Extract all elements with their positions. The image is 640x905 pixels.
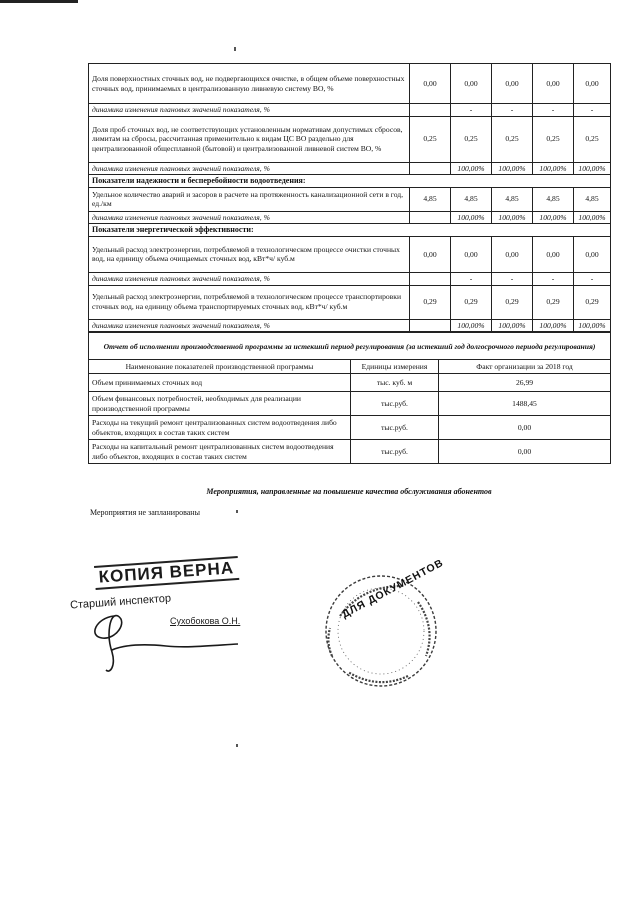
- report-item-fact: 1488,45: [439, 392, 611, 416]
- dynamics-cell: 100,00%: [451, 211, 492, 224]
- dynamics-row: [89, 272, 611, 285]
- dynamics-cell: 100,00%: [451, 319, 492, 332]
- table-row: [89, 236, 611, 272]
- value-cell: 0,25: [574, 116, 611, 162]
- report-item-name: Объем финансовых потребностей, необходимых для реализации производственной программы: [89, 392, 351, 416]
- indicator-label: Доля поверхностных сточных вод, не подвергающихся очистке, в общем объеме поверхностных сточных вод, принимаемых в централизованную ливневую систему ВО, %: [89, 64, 410, 104]
- report-item-unit: тыс. куб. м: [351, 374, 439, 392]
- value-cell: 0,00: [492, 64, 533, 104]
- dynamics-label: динамика изменения плановых значений показателя, %: [89, 162, 410, 175]
- value-cell: 0,25: [410, 116, 451, 162]
- dynamics-cell: -: [451, 272, 492, 285]
- dynamics-cell: 100,00%: [492, 162, 533, 175]
- report-item-fact: 0,00: [439, 440, 611, 464]
- report-item-unit: тыс.руб.: [351, 392, 439, 416]
- dynamics-label: динамика изменения плановых значений показателя, %: [89, 319, 410, 332]
- scan-mark: [234, 47, 236, 51]
- dynamics-cell: [410, 211, 451, 224]
- scan-mark: [236, 744, 238, 747]
- value-cell: 0,00: [492, 236, 533, 272]
- dynamics-cell: -: [451, 104, 492, 117]
- dynamics-row: [89, 104, 611, 117]
- report-table: [88, 332, 611, 464]
- report-item-unit: тыс.руб.: [351, 440, 439, 464]
- value-cell: 0,00: [574, 236, 611, 272]
- value-cell: 4,85: [492, 187, 533, 211]
- value-cell: 0,00: [410, 236, 451, 272]
- value-cell: 0,25: [492, 116, 533, 162]
- dynamics-cell: -: [574, 272, 611, 285]
- dynamics-cell: -: [533, 104, 574, 117]
- top-edge-line: [0, 0, 78, 3]
- column-header-fact: Факт организации за 2018 год: [439, 360, 611, 374]
- table-row: [89, 64, 611, 104]
- section-row: [89, 175, 611, 188]
- dynamics-row: [89, 211, 611, 224]
- value-cell: 0,25: [533, 116, 574, 162]
- value-cell: 0,25: [451, 116, 492, 162]
- dynamics-cell: 100,00%: [492, 211, 533, 224]
- dynamics-cell: 100,00%: [451, 162, 492, 175]
- value-cell: 0,00: [451, 64, 492, 104]
- report-item-fact: 26,99: [439, 374, 611, 392]
- inspector-title: Старший инспектор: [69, 592, 172, 612]
- dynamics-row: [89, 162, 611, 175]
- report-title: Отчет об исполнении производственной программы за истекший период регулирования (за истекший год долгосрочного периода регулирования): [89, 333, 611, 360]
- copy-verified-text: КОПИЯ ВЕРНА: [94, 556, 239, 590]
- section-heading: Показатели энергетической эффективности:: [89, 224, 611, 237]
- dynamics-cell: -: [492, 272, 533, 285]
- dynamics-cell: -: [574, 104, 611, 117]
- value-cell: 4,85: [533, 187, 574, 211]
- dynamics-cell: -: [533, 272, 574, 285]
- report-title-row: [89, 333, 611, 360]
- copy-verified-stamp: [66, 558, 246, 678]
- dynamics-cell: [410, 104, 451, 117]
- indicator-label: Удельный расход электроэнергии, потребляемой в технологическом процессе очистки сточных вод, на единицу объема очищаемых сточных вод, кВт*ч/ куб.м: [89, 236, 410, 272]
- report-item-fact: 0,00: [439, 416, 611, 440]
- section-row: [89, 224, 611, 237]
- dynamics-cell: [410, 272, 451, 285]
- dynamics-cell: [410, 319, 451, 332]
- value-cell: 0,00: [533, 64, 574, 104]
- value-cell: 0,29: [533, 285, 574, 319]
- dynamics-row: [89, 319, 611, 332]
- dynamics-cell: 100,00%: [533, 211, 574, 224]
- dynamics-label: динамика изменения плановых значений показателя, %: [89, 272, 410, 285]
- value-cell: 0,29: [410, 285, 451, 319]
- indicator-label: Доля проб сточных вод, не соответствующих установленным нормативам допустимых сбросов, лимитам на сбросы, рассчитанная применительно к видам ЦС ВО раздельно для централизованной общесплавной (бытовой) и централизованной ливневой систем ВО, %: [89, 116, 410, 162]
- column-header-name: Наименование показателей производственной программы: [89, 360, 351, 374]
- dynamics-cell: 100,00%: [574, 162, 611, 175]
- value-cell: 0,00: [574, 64, 611, 104]
- value-cell: 4,85: [451, 187, 492, 211]
- table-row: [89, 187, 611, 211]
- table-row: [89, 374, 611, 392]
- measures-text: Мероприятия не запланированы: [90, 508, 200, 517]
- table-row: [89, 392, 611, 416]
- scan-mark: [236, 510, 238, 513]
- value-cell: 0,29: [574, 285, 611, 319]
- dynamics-cell: 100,00%: [574, 319, 611, 332]
- indicator-label: Удельное количество аварий и засоров в расчете на протяженность канализационной сети в год, ед./км: [89, 187, 410, 211]
- table-row: [89, 285, 611, 319]
- measures-heading: Мероприятия, направленные на повышение качества обслуживания абонентов: [206, 487, 492, 496]
- report-item-name: Расходы на капитальный ремонт централизованных систем водоотведения либо объектов, входящих в состав таких систем: [89, 440, 351, 464]
- dynamics-cell: 100,00%: [533, 162, 574, 175]
- indicators-table: [88, 63, 611, 332]
- column-header-unit: Единицы измерения: [351, 360, 439, 374]
- value-cell: 0,00: [533, 236, 574, 272]
- report-item-name: Расходы на текущий ремонт централизованных систем водоотведения либо объектов, входящих в состав таких систем: [89, 416, 351, 440]
- table-row: [89, 116, 611, 162]
- report-item-unit: тыс.руб.: [351, 416, 439, 440]
- value-cell: 4,85: [410, 187, 451, 211]
- dynamics-label: динамика изменения плановых значений показателя, %: [89, 211, 410, 224]
- section-heading: Показатели надежности и бесперебойности водоотведения:: [89, 175, 611, 188]
- dynamics-cell: 100,00%: [574, 211, 611, 224]
- value-cell: 4,85: [574, 187, 611, 211]
- report-header-row: [89, 360, 611, 374]
- dynamics-cell: 100,00%: [533, 319, 574, 332]
- dynamics-label: динамика изменения плановых значений показателя, %: [89, 104, 410, 117]
- indicators-table-block: [88, 63, 610, 464]
- table-row: [89, 416, 611, 440]
- report-item-name: Объем принимаемых сточных вод: [89, 374, 351, 392]
- inspector-name: Сухобокова О.Н.: [170, 616, 241, 626]
- value-cell: 0,29: [492, 285, 533, 319]
- dynamics-cell: 100,00%: [492, 319, 533, 332]
- value-cell: 0,00: [451, 236, 492, 272]
- indicator-label: Удельный расход электроэнергии, потребляемой в технологическом процессе транспортировки сточных вод, на единицу объема транспортируемых сточных вод, кВт*ч/ куб.м: [89, 285, 410, 319]
- value-cell: 0,00: [410, 64, 451, 104]
- dynamics-cell: -: [492, 104, 533, 117]
- table-row: [89, 440, 611, 464]
- seal-text: ДЛЯ ДОКУМЕНТОВ: [340, 556, 446, 621]
- value-cell: 0,29: [451, 285, 492, 319]
- dynamics-cell: [410, 162, 451, 175]
